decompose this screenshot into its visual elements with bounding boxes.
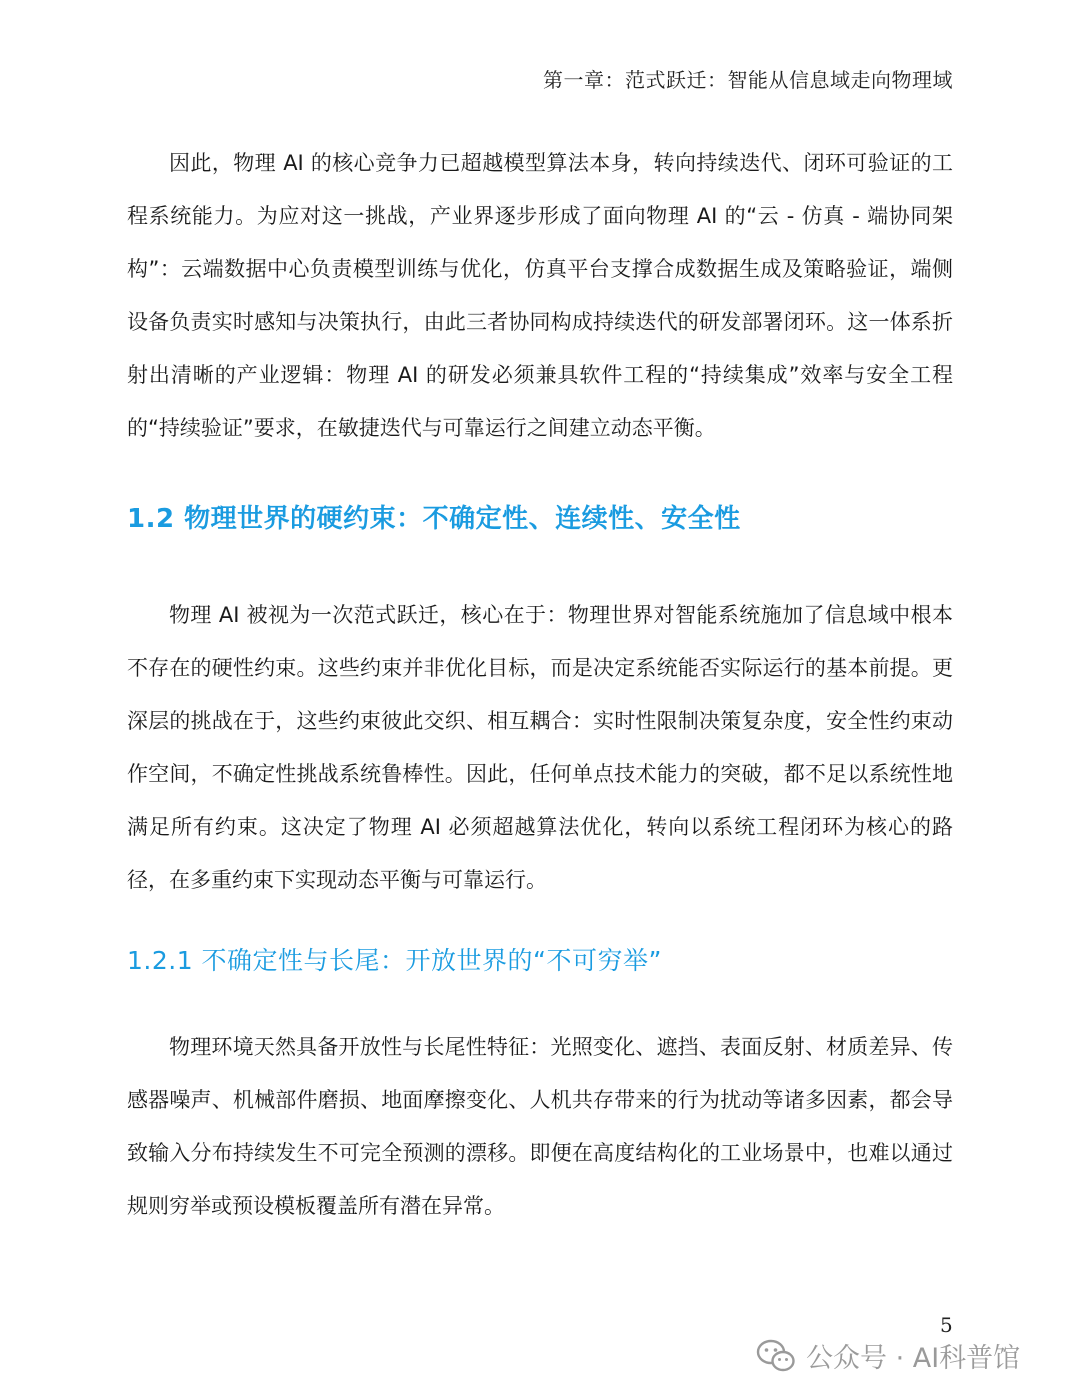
body-paragraph-1: 因此，物理 AI 的核心竞争力已超越模型算法本身，转向持续迭代、闭环可验证的工程系统能力。为应对这一挑战，产业界逐步形成了面向物理 AI 的“云 - 仿真 - 端协同架构”：云端数据中心负责模型训练与优化，仿真平台支撑合成数据生成及策略验证，端侧设备负责实时感知与决策执行，由此三者协同构成持续迭代的研发部署闭环。这一体系折射出清晰的产业逻辑：物理 AI 的研发必须兼具软件工程的“持续集成”效率与安全工程的“持续验证”要求，在敏捷迭代与可靠运行之间建立动态平衡。 — [127, 151, 953, 440]
wechat-icon — [756, 1339, 796, 1373]
subsection-heading: 1.2.1 不确定性与长尾：开放世界的“不可穷举” — [127, 946, 662, 975]
watermark-text: 公众号 · AI科普馆 — [806, 1343, 1021, 1374]
body-paragraph-2: 物理 AI 被视为一次范式跃迁，核心在于：物理世界对智能系统施加了信息域中根本不存在的硬性约束。这些约束并非优化目标，而是决定系统能否实际运行的基本前提。更深层的挑战在于，这些约束彼此交织、相互耦合：实时性限制决策复杂度，安全性约束动作空间，不确定性挑战系统鲁棒性。因此，任何单点技术能力的突破，都不足以系统性地满足所有约束。这决定了物理 AI 必须超越算法优化，转向以系统工程闭环为核心的路径，在多重约束下实现动态平衡与可靠运行。 — [127, 603, 953, 892]
body-paragraph-3: 物理环境天然具备开放性与长尾性特征：光照变化、遮挡、表面反射、材质差异、传感器噪声、机械部件磨损、地面摩擦变化、人机共存带来的行为扰动等诸多因素，都会导致输入分布持续发生不可完全预测的漂移。即便在高度结构化的工业场景中，也难以通过规则穷举或预设模板覆盖所有潜在异常。 — [127, 1035, 953, 1218]
section-heading: 1.2 物理世界的硬约束：不确定性、连续性、安全性 — [127, 504, 741, 534]
running-header: 第一章：范式跃迁：智能从信息域走向物理域 — [543, 68, 953, 92]
page-number: 5 — [940, 1313, 953, 1337]
watermark — [756, 1336, 1020, 1375]
